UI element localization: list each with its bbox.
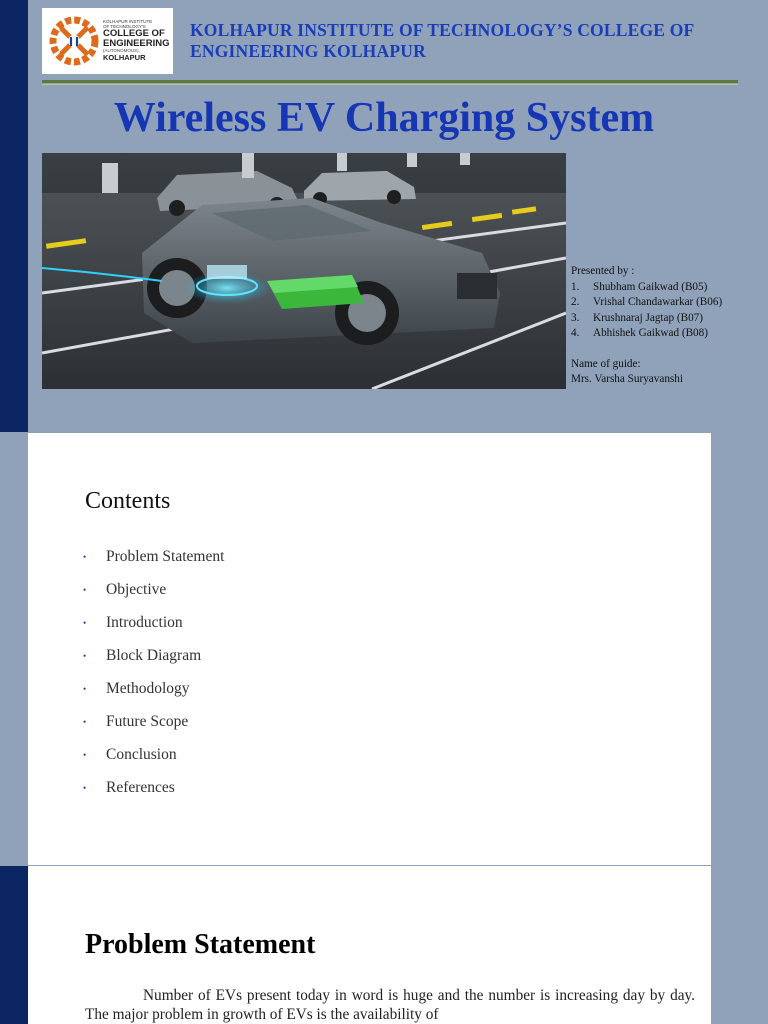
bullet-icon: • <box>83 551 87 562</box>
problem-statement-slide <box>0 866 768 1024</box>
logo-wordmark <box>103 20 170 62</box>
list-item <box>83 672 224 705</box>
header-divider-shadow <box>42 84 738 85</box>
header-divider <box>42 80 738 83</box>
presenter-number: 4. <box>571 327 580 339</box>
presenter-number: 1. <box>571 280 580 293</box>
contents-slide <box>0 433 768 865</box>
list-item-label: Future Scope <box>106 712 189 730</box>
list-item-label: Block Diagram <box>106 646 202 664</box>
contents-page <box>28 433 711 865</box>
left-accent-bar <box>0 0 28 432</box>
bullet-icon: • <box>83 782 87 793</box>
bullet-icon: • <box>83 617 87 628</box>
institute-name: KOLHAPUR INSTITUTE OF TECHNOLOGY’S COLLEGE OF ENGINEERING KOLHAPUR <box>190 20 694 61</box>
presenter-number: 3. <box>571 311 580 324</box>
presenter-name: Abhishek Gaikwad (B08) <box>593 327 708 339</box>
presenter-number: 2. <box>571 296 580 308</box>
college-logo <box>42 8 173 74</box>
logo-small-line: OF TECHNOLOGY'S <box>103 23 146 29</box>
presenter-item <box>571 326 766 342</box>
list-item-label: Objective <box>106 580 167 598</box>
bullet-icon: • <box>83 749 87 760</box>
presenter-item <box>571 311 766 327</box>
list-item-label: References <box>106 778 175 796</box>
logo-big-line: ENGINEERING <box>103 38 170 50</box>
list-item <box>83 738 224 771</box>
presenter-name: Shubham Gaikwad (B05) <box>593 280 708 293</box>
guide-label: Name of guide: <box>571 357 641 370</box>
slide-title: Wireless EV Charging System <box>113 95 655 141</box>
guide-name: Mrs. Varsha Suryavanshi <box>571 373 683 385</box>
bullet-icon: • <box>83 683 87 694</box>
presented-by-label: Presented by : <box>571 265 635 277</box>
bullet-icon: • <box>83 584 87 595</box>
list-item-label: Introduction <box>106 613 183 631</box>
list-item <box>83 573 224 606</box>
presenter-item <box>571 295 766 311</box>
title-slide <box>0 0 768 432</box>
presenter-name: Krushnaraj Jagtap (B07) <box>593 311 703 324</box>
list-item-label: Problem Statement <box>106 547 225 565</box>
list-item <box>83 606 224 639</box>
kit-logo-icon <box>48 15 100 67</box>
presenter-name: Vrishal Chandawarkar (B06) <box>593 296 723 308</box>
list-item <box>83 771 224 804</box>
list-item <box>83 705 224 738</box>
presenter-item <box>571 280 766 296</box>
problem-statement-page <box>28 866 711 1024</box>
logo-small-line: KOLHAPUR INSTITUTE <box>103 19 153 25</box>
list-item <box>83 639 224 672</box>
list-item <box>83 540 224 573</box>
logo-city: KOLHAPUR <box>103 53 146 63</box>
logo-big-line: COLLEGE OF <box>103 28 165 40</box>
list-item-label: Conclusion <box>106 745 177 763</box>
bullet-icon: • <box>83 650 87 661</box>
left-accent-bar <box>0 866 28 1024</box>
ev-charging-car-image <box>42 153 566 389</box>
problem-statement-body: Number of EVs present today in word is huge and the number is increasing day by day. The major problem in growth of EVs is the availability of <box>85 987 695 1023</box>
contents-list <box>83 540 224 804</box>
presenters-block <box>571 264 766 388</box>
problem-statement-title: Problem Statement <box>85 929 316 960</box>
list-item-label: Methodology <box>106 679 190 697</box>
bullet-icon: • <box>83 716 87 727</box>
logo-tiny-line: (AUTONOMOUS), <box>103 48 140 54</box>
contents-title: Contents <box>85 488 171 514</box>
